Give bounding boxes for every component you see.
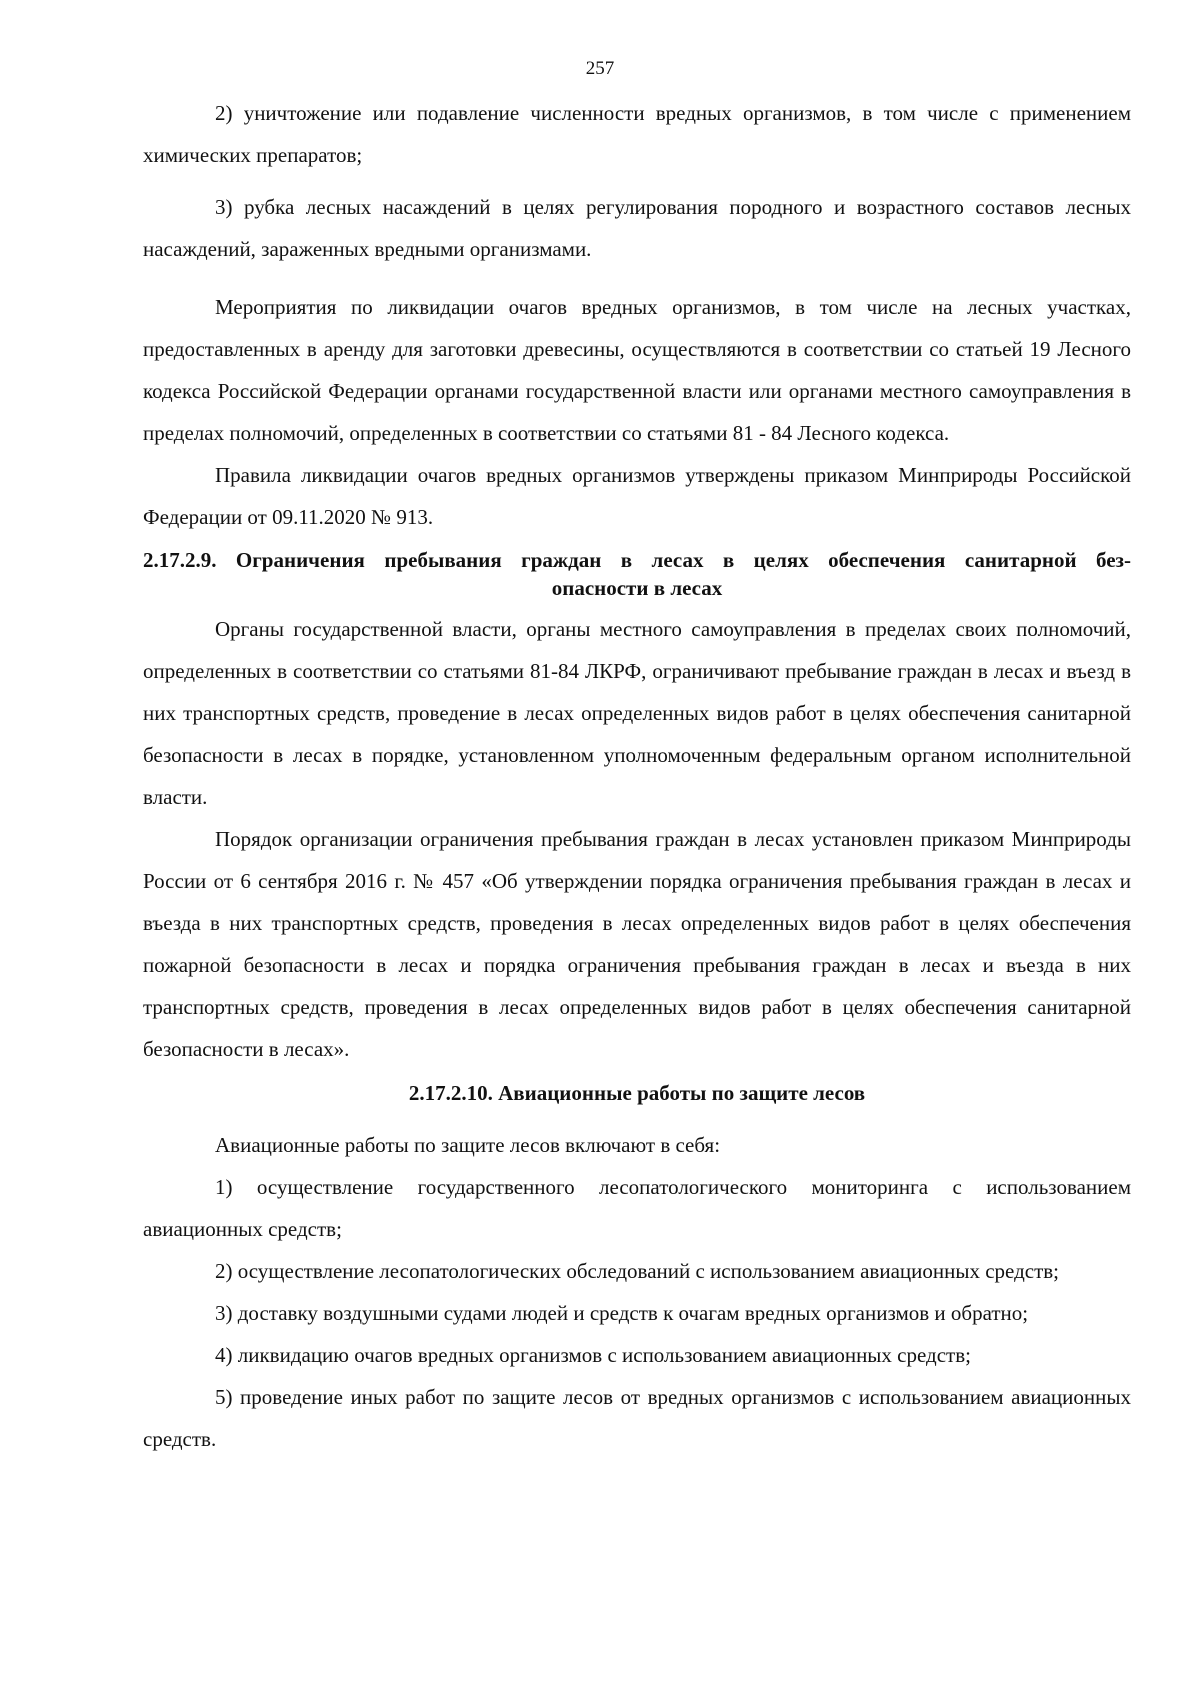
section-heading-restrictions-line1: 2.17.2.9. Ограничения пребывания граждан в лесах в целях обеспечения санитарной без- [143,548,1131,572]
paragraph-authorities-restrict: Органы государственной власти, органы местного самоуправления в пределах своих полномочий, определенных в соответствии со статьями 81-84 ЛКРФ, ограничивают пребывание граждан в лесах и въезд в них транспортных средств, проведение в лесах определенных видов работ в целях обеспечения санитарной безопасности в лесах в порядке, установленном уполномоченным федеральным органом исполнительной власти. [143,617,1131,809]
section-heading-aviation: 2.17.2.10. Авиационные работы по защите лесов [408,1081,866,1105]
list-item-delivery: 3) доставку воздушными судами людей и средств к очагам вредных организмов и обратно; [215,1301,1029,1325]
paragraph-aviation-intro: Авиационные работы по защите лесов включают в себя: [215,1133,721,1157]
section-heading-restrictions-line2: опасности в лесах [551,576,723,600]
paragraph-liquidation-rules: Правила ликвидации очагов вредных организмов утверждены приказом Минприроды Российской Федерации от 09.11.2020 № 913. [143,463,1131,529]
list-item-other-works: 5) проведение иных работ по защите лесов от вредных организмов с использованием авиационных средств. [143,1385,1131,1451]
paragraph-felling: 3) рубка лесных насаждений в целях регулирования породного и возрастного составов лесных насаждений, зараженных вредными организмами. [143,195,1131,261]
list-item-liquidation: 4) ликвидацию очагов вредных организмов с использованием авиационных средств; [215,1343,971,1367]
section-heading-restrictions [143,538,1131,608]
paragraph-destruction: 2) уничтожение или подавление численности вредных организмов, в том числе с применением химических препаратов; [143,101,1131,167]
list-item-surveys: 2) осуществление лесопатологических обследований с использованием авиационных средств; [215,1259,1059,1283]
page-number: 257 [585,58,615,79]
page-content [143,92,1131,1460]
list-item-monitoring: 1) осуществление государственного лесопатологического мониторинга с использованием авиационных средств; [143,1175,1131,1241]
paragraph-restriction-order: Порядок организации ограничения пребывания граждан в лесах установлен приказом Минприроды России от 6 сентября 2016 г. № 457 «Об утверждении порядка ограничения пребывания граждан в лесах и въезда в них транспортных средств, проведения в лесах определенных видов работ в целях обеспечения пожарной безопасности в лесах и порядка ограничения пребывания граждан в лесах и въезда в них транспортных средств, проведения в лесах определенных видов работ в целях обеспечения санитарной безопасности в лесах». [143,827,1131,1061]
paragraph-liquidation-measures: Мероприятия по ликвидации очагов вредных организмов, в том числе на лесных участках, предоставленных в аренду для заготовки древесины, осуществляются в соответствии со статьей 19 Лесного кодекса Российской Федерации органами государственной власти или органами местного самоуправления в пределах полномочий, определенных в соответствии со статьями 81 - 84 Лесного кодекса. [143,295,1131,445]
